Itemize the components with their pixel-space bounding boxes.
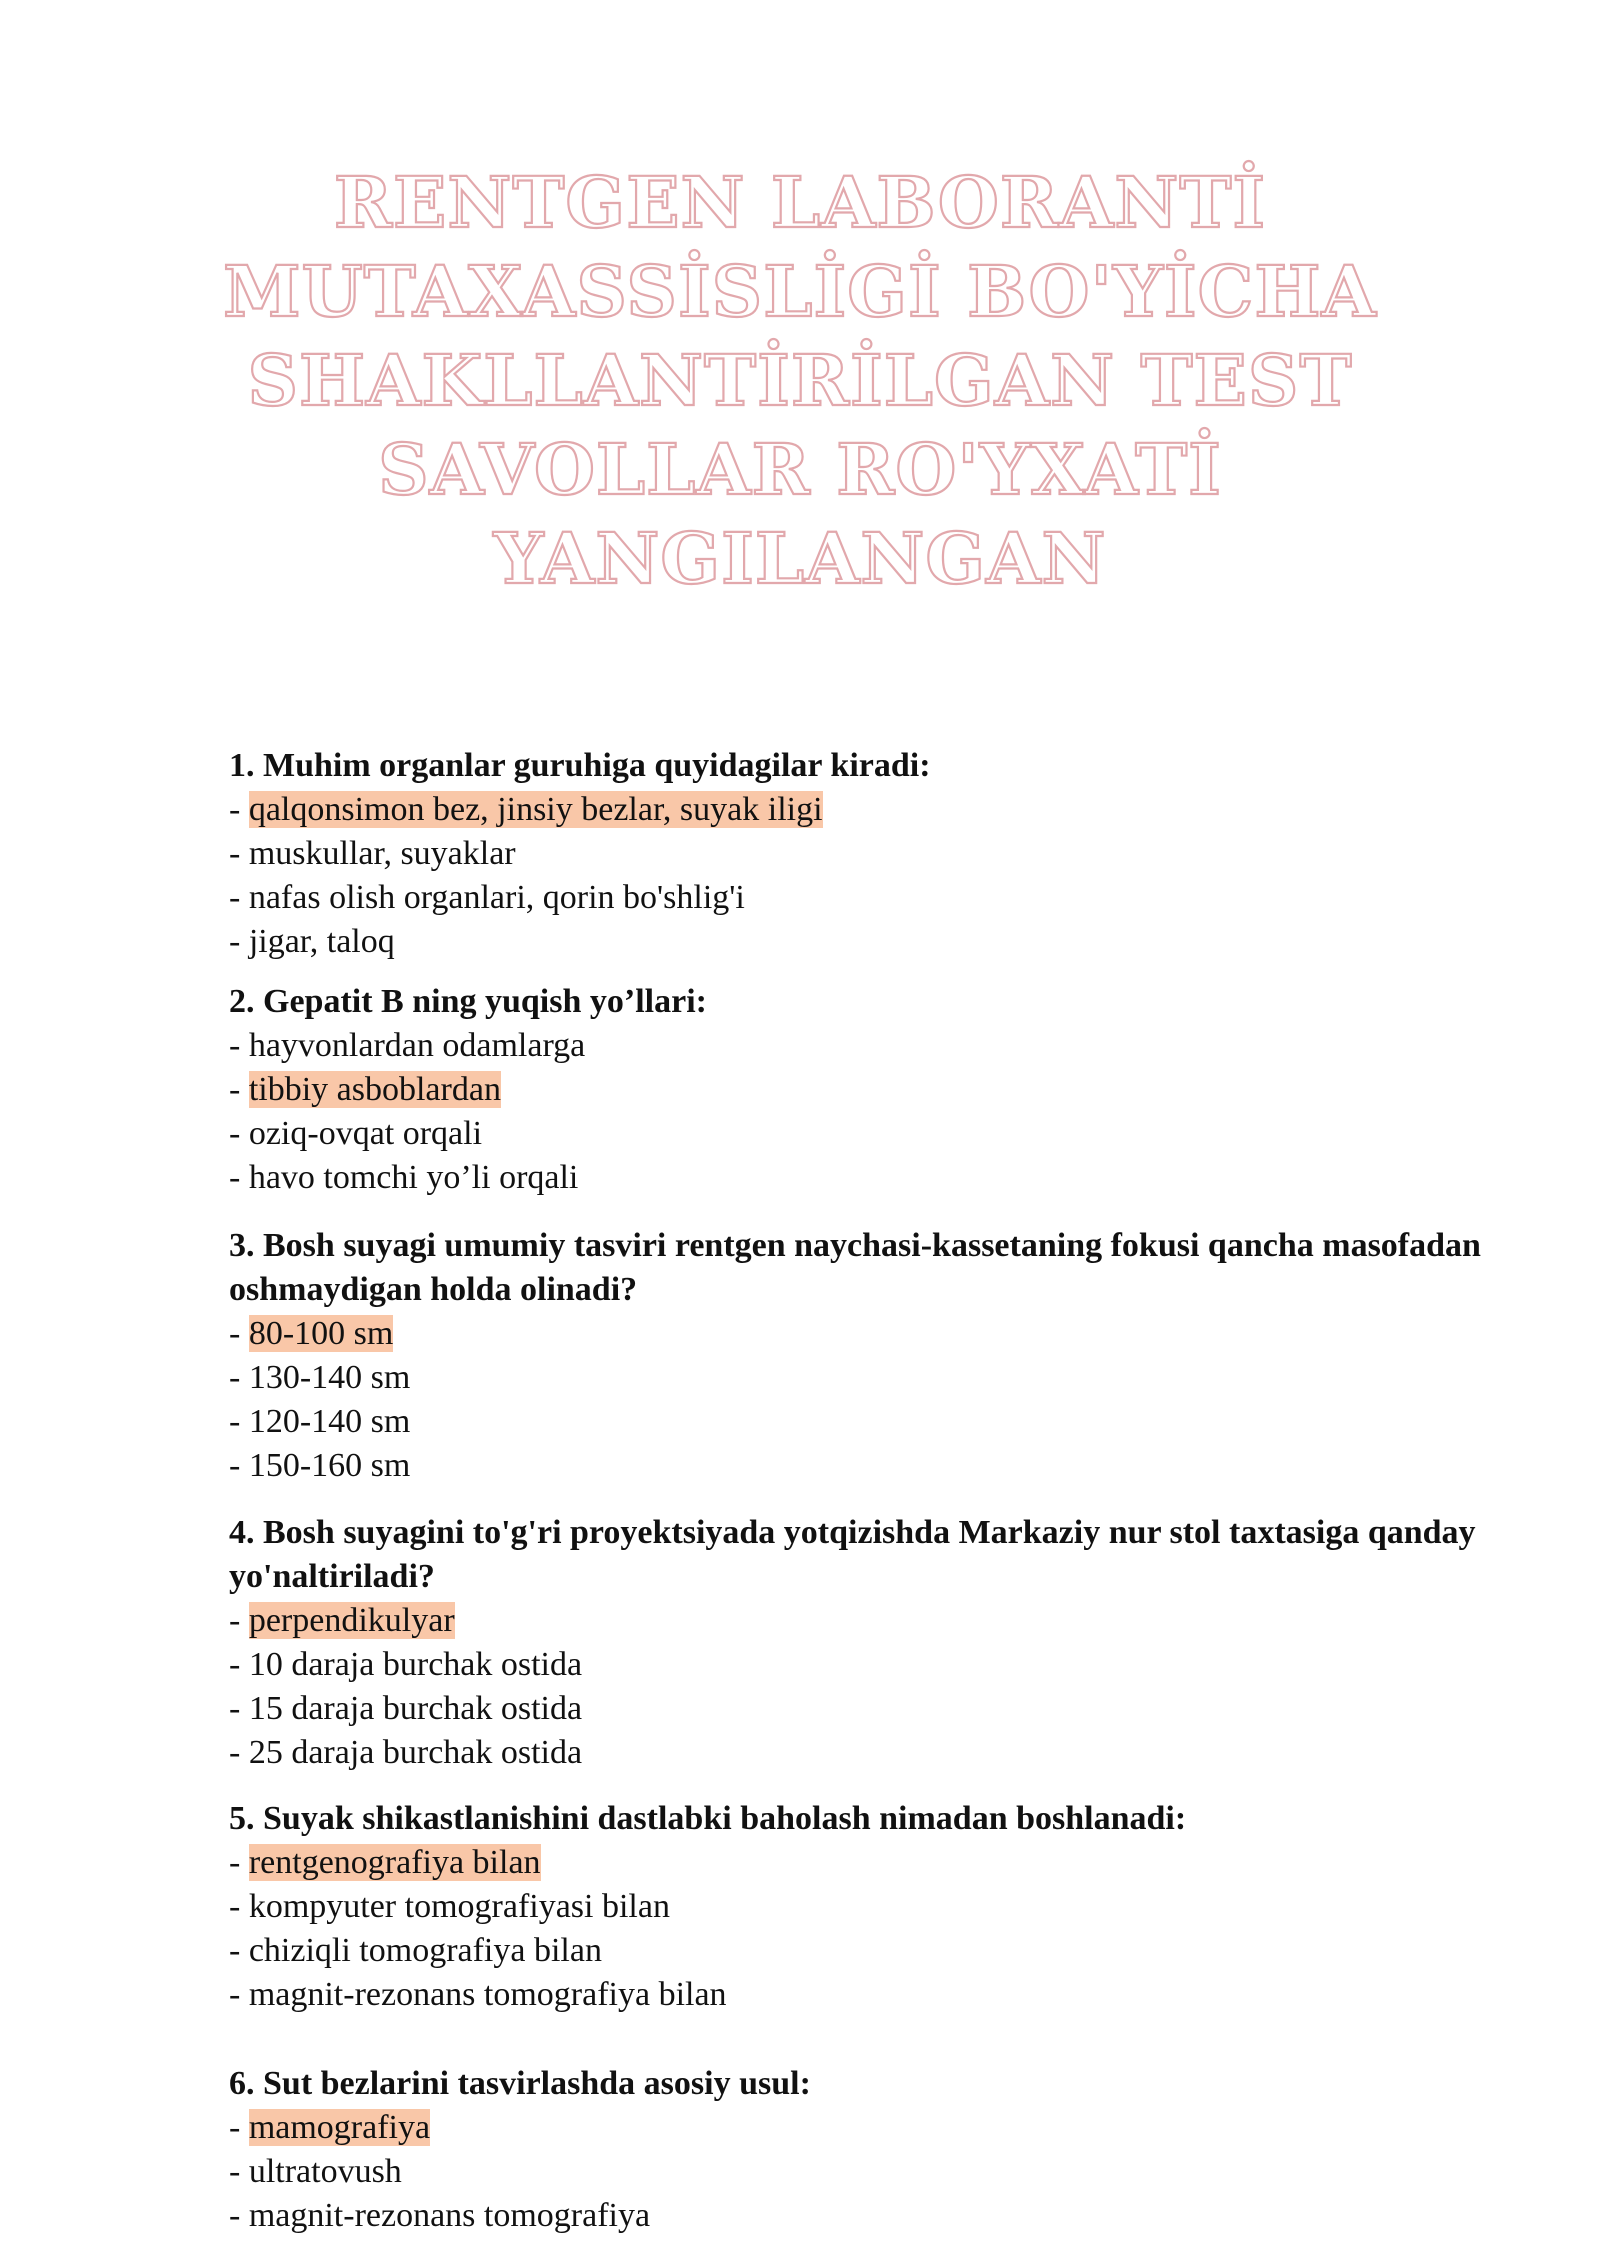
question-block xyxy=(229,2062,811,2238)
answer-option: - 150-160 sm xyxy=(229,1447,411,1484)
answer-option: - jigar, taloq xyxy=(229,923,395,960)
answer-option: - 130-140 sm xyxy=(229,1359,411,1396)
question-title: 5. Suyak shikastlanishini dastlabki baholash nimadan boshlanadi: xyxy=(229,1800,1187,1837)
answer-option-text: magnit-rezonans tomografiya bilan xyxy=(248,1976,727,2013)
answer-option: - kompyuter tomografiyasi bilan xyxy=(229,1888,670,1925)
answer-option-text: magnit-rezonans tomografiya xyxy=(248,2197,651,2234)
answer-option: - magnit-rezonans tomografiya bilan xyxy=(229,1976,727,2013)
answer-option: - ultratovush xyxy=(229,2153,402,2190)
answer-option: - qalqonsimon bez, jinsiy bezlar, suyak iligi xyxy=(229,791,823,828)
question-block xyxy=(229,1511,1489,1775)
answer-option-text: tibbiy asboblardan xyxy=(248,1071,501,1108)
answer-option-text: mamografiya xyxy=(248,2109,431,2146)
document-title xyxy=(180,158,1420,603)
title-line: RENTGEN LABORANTİ xyxy=(333,161,1267,244)
answer-option-text: hayvonlardan odamlarga xyxy=(248,1027,586,1064)
answer-option-text: muskullar, suyaklar xyxy=(248,835,516,872)
answer-option: - mamografiya xyxy=(229,2109,431,2146)
answer-option: - chiziqli tomografiya bilan xyxy=(229,1932,602,1969)
question-block xyxy=(229,1797,1186,2017)
answer-option-text: kompyuter tomografiyasi bilan xyxy=(248,1888,670,1925)
answer-option-text: 150-160 sm xyxy=(248,1447,411,1484)
answer-option: - 10 daraja burchak ostida xyxy=(229,1646,583,1683)
answer-option: - havo tomchi yo’li orqali xyxy=(229,1159,579,1196)
question-title: 2. Gepatit B ning yuqish yo’llari: xyxy=(229,983,707,1020)
answer-option: - rentgenografiya bilan xyxy=(229,1844,541,1881)
title-line: SAVOLLAR RO'YXATİ xyxy=(378,428,1222,511)
answer-option: - 15 daraja burchak ostida xyxy=(229,1690,583,1727)
question-block xyxy=(229,980,707,1200)
answer-option: - 80-100 sm xyxy=(229,1315,394,1352)
question-title: 6. Sut bezlarini tasvirlashda asosiy usul: xyxy=(229,2065,811,2102)
answer-option: - tibbiy asboblardan xyxy=(229,1071,501,1108)
title-line: MUTAXASSİSLİGİ BO'YİCHA xyxy=(223,250,1377,333)
answer-option: - hayvonlardan odamlarga xyxy=(229,1027,586,1064)
answer-option: - nafas olish organlari, qorin bo'shlig'i xyxy=(229,879,745,916)
answer-option-text: havo tomchi yo’li orqali xyxy=(248,1159,579,1196)
answer-option: - 120-140 sm xyxy=(229,1403,411,1440)
title-line: YANGILANGAN xyxy=(493,517,1107,600)
answer-option-text: nafas olish organlari, qorin bo'shlig'i xyxy=(248,879,745,916)
answer-option-text: perpendikulyar xyxy=(248,1602,455,1639)
answer-option: - perpendikulyar xyxy=(229,1602,455,1639)
answer-option: - magnit-rezonans tomografiya xyxy=(229,2197,651,2234)
question-title: 3. Bosh suyagi umumiy tasviri rentgen naychasi-kassetaning fokusi qancha masofadan oshmaydigan holda olinadi? xyxy=(229,1227,1481,1308)
answer-option-text: 130-140 sm xyxy=(248,1359,411,1396)
answer-option-text: 80-100 sm xyxy=(248,1315,394,1352)
answer-option-text: 120-140 sm xyxy=(248,1403,411,1440)
question-title: 4. Bosh suyagini to'g'ri proyektsiyada yotqizishda Markaziy nur stol taxtasiga qanday yo'naltiriladi? xyxy=(229,1514,1476,1595)
question-block xyxy=(229,744,931,964)
answer-option: - oziq-ovqat orqali xyxy=(229,1115,483,1152)
answer-option-text: ultratovush xyxy=(248,2153,402,2190)
answer-option: - muskullar, suyaklar xyxy=(229,835,516,872)
answer-option-text: oziq-ovqat orqali xyxy=(248,1115,483,1152)
question-title: 1. Muhim organlar guruhiga quyidagilar kiradi: xyxy=(229,747,931,784)
title-line: SHAKLLANTİRİLGAN TEST xyxy=(247,339,1353,422)
answer-option-text: jigar, taloq xyxy=(248,923,395,960)
answer-option-text: qalqonsimon bez, jinsiy bezlar, suyak iligi xyxy=(248,791,823,828)
question-block xyxy=(229,1224,1489,1488)
answer-option-text: rentgenografiya bilan xyxy=(248,1844,541,1881)
answer-option-text: 10 daraja burchak ostida xyxy=(248,1646,583,1683)
answer-option: - 25 daraja burchak ostida xyxy=(229,1734,583,1771)
answer-option-text: 15 daraja burchak ostida xyxy=(248,1690,583,1727)
answer-option-text: 25 daraja burchak ostida xyxy=(248,1734,583,1771)
answer-option-text: chiziqli tomografiya bilan xyxy=(248,1932,602,1969)
